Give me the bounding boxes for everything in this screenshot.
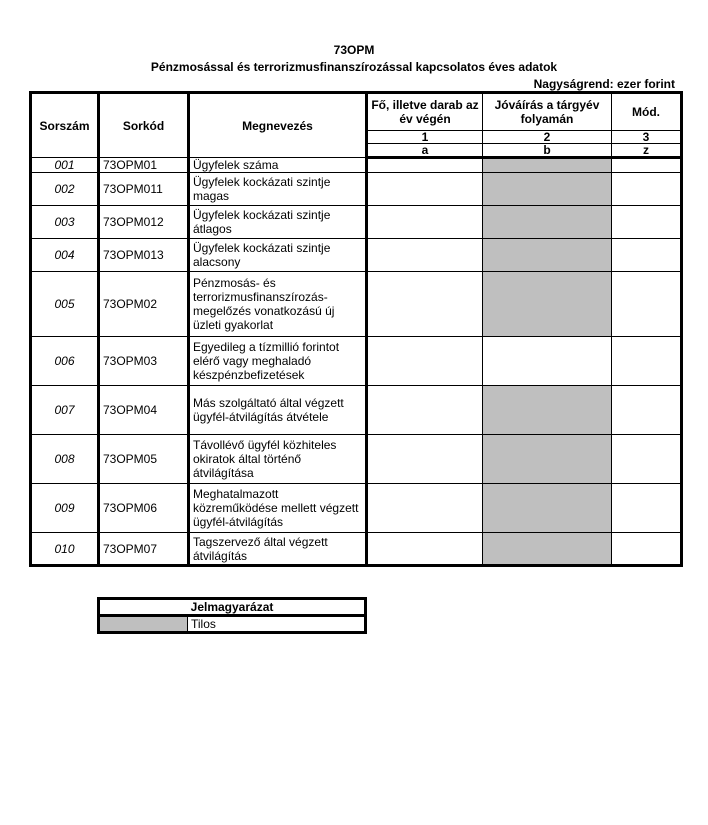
- cell-col3[interactable]: [612, 158, 682, 173]
- cell-col3[interactable]: [612, 173, 682, 206]
- cell-col2-disabled: [483, 158, 612, 173]
- row-sorszam: 007: [31, 386, 99, 435]
- row-megnevezes: Tagszervező által végzett átvilágítás: [189, 533, 367, 566]
- row-sorszam: 008: [31, 435, 99, 484]
- row-sorszam: 009: [31, 484, 99, 533]
- cell-col1[interactable]: [367, 158, 483, 173]
- cell-col2-disabled: [483, 206, 612, 239]
- row-megnevezes: Egyedileg a tízmillió forintot elérő vagy meghaladó készpénzbefizetések: [189, 337, 367, 386]
- cell-col2-disabled: [483, 173, 612, 206]
- cell-col1[interactable]: [367, 386, 483, 435]
- cell-col3[interactable]: [612, 239, 682, 272]
- table-row: [31, 435, 682, 484]
- row-sorkod: 73OPM06: [99, 484, 189, 533]
- row-sorszam: 005: [31, 272, 99, 337]
- cell-col1[interactable]: [367, 173, 483, 206]
- header-col1-letter: a: [367, 144, 483, 158]
- table-row: [31, 239, 682, 272]
- cell-col2-disabled: [483, 239, 612, 272]
- legend-label: Tilos: [188, 616, 366, 633]
- cell-col1[interactable]: [367, 435, 483, 484]
- row-sorszam: 003: [31, 206, 99, 239]
- table-row: [31, 206, 682, 239]
- table-row: [31, 158, 682, 173]
- cell-col3[interactable]: [612, 435, 682, 484]
- header-col1-number: 1: [367, 131, 483, 144]
- row-sorkod: 73OPM012: [99, 206, 189, 239]
- row-megnevezes: Meghatalmazott közreműködése mellett végzett ügyfél-átvilágítás: [189, 484, 367, 533]
- cell-col2-disabled: [483, 533, 612, 566]
- header-sorkod: Sorkód: [99, 93, 189, 158]
- legend-swatch: [99, 616, 188, 633]
- row-sorkod: 73OPM04: [99, 386, 189, 435]
- row-sorkod: 73OPM01: [99, 158, 189, 173]
- cell-col3[interactable]: [612, 533, 682, 566]
- cell-col1[interactable]: [367, 337, 483, 386]
- header-sorszam: Sorszám: [31, 93, 99, 158]
- table-row: [31, 337, 682, 386]
- row-sorszam: 004: [31, 239, 99, 272]
- row-sorkod: 73OPM013: [99, 239, 189, 272]
- table-row: [31, 533, 682, 566]
- cell-col3[interactable]: [612, 206, 682, 239]
- cell-col3[interactable]: [612, 386, 682, 435]
- row-megnevezes: Ügyfelek száma: [189, 158, 367, 173]
- row-megnevezes: Más szolgáltató által végzett ügyfél-átvilágítás átvétele: [189, 386, 367, 435]
- row-megnevezes: Ügyfelek kockázati szintje átlagos: [189, 206, 367, 239]
- legend-table: [97, 597, 367, 634]
- cell-col3[interactable]: [612, 484, 682, 533]
- form-code-title: 73OPM: [333, 43, 375, 57]
- row-sorkod: 73OPM011: [99, 173, 189, 206]
- cell-col1[interactable]: [367, 272, 483, 337]
- table-row: [31, 173, 682, 206]
- cell-col2-disabled: [483, 435, 612, 484]
- header-col2-letter: b: [483, 144, 612, 158]
- row-megnevezes: Ügyfelek kockázati szintje alacsony: [189, 239, 367, 272]
- row-sorkod: 73OPM02: [99, 272, 189, 337]
- table-row: [31, 272, 682, 337]
- row-sorkod: 73OPM03: [99, 337, 189, 386]
- cell-col2-disabled: [483, 386, 612, 435]
- data-table: [29, 91, 683, 567]
- row-sorszam: 002: [31, 173, 99, 206]
- row-sorkod: 73OPM07: [99, 533, 189, 566]
- legend-title: Jelmagyarázat: [99, 599, 366, 616]
- cell-col2-disabled: [483, 272, 612, 337]
- header-col2-number: 2: [483, 131, 612, 144]
- row-megnevezes: Távollévő ügyfél közhiteles okiratok által történő átvilágítása: [189, 435, 367, 484]
- cell-col2[interactable]: [483, 337, 612, 386]
- cell-col1[interactable]: [367, 533, 483, 566]
- cell-col1[interactable]: [367, 206, 483, 239]
- header-col2: Jóváírás a tárgyév folyamán: [483, 93, 612, 131]
- cell-col1[interactable]: [367, 239, 483, 272]
- row-sorkod: 73OPM05: [99, 435, 189, 484]
- header-col3-letter: z: [612, 144, 682, 158]
- table-row: [31, 484, 682, 533]
- row-megnevezes: Pénzmosás- és terrorizmusfinanszírozás-megelőzés vonatkozású új üzleti gyakorlat: [189, 272, 367, 337]
- header-col3: Mód.: [612, 93, 682, 131]
- row-megnevezes: Ügyfelek kockázati szintje magas: [189, 173, 367, 206]
- cell-col1[interactable]: [367, 484, 483, 533]
- header-col3-number: 3: [612, 131, 682, 144]
- table-row: [31, 386, 682, 435]
- cell-col2-disabled: [483, 484, 612, 533]
- row-sorszam: 010: [31, 533, 99, 566]
- header-megnevezes: Megnevezés: [189, 93, 367, 158]
- cell-col3[interactable]: [612, 337, 682, 386]
- header-col1: Fő, illetve darab az év végén: [367, 93, 483, 131]
- form-title: Pénzmosással és terrorizmusfinanszírozással kapcsolatos éves adatok: [150, 60, 558, 74]
- unit-label: Nagyságrend: ezer forint: [533, 77, 675, 91]
- cell-col3[interactable]: [612, 272, 682, 337]
- row-sorszam: 001: [31, 158, 99, 173]
- row-sorszam: 006: [31, 337, 99, 386]
